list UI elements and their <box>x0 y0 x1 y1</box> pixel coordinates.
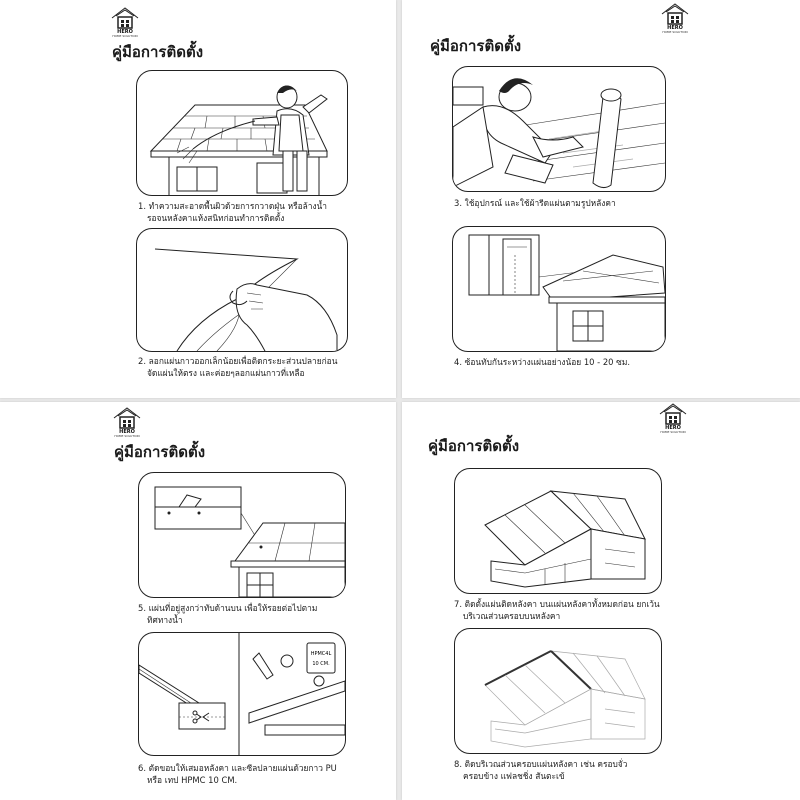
brand-tagline: HOME SOLUTION <box>112 34 138 38</box>
step-5-caption <box>138 602 317 626</box>
step-2-line-2: จัดแผ่นให้ตรง และค่อยๆลอกแผ่นกาวที่เหลือ <box>147 368 305 378</box>
brand-logo <box>110 6 140 40</box>
step-2-illustration <box>136 228 348 352</box>
brand-tagline: HOME SOLUTION <box>660 430 686 434</box>
step-8-illustration <box>454 628 662 754</box>
brand-name: HERO <box>665 425 681 431</box>
house-roof-icon <box>112 406 142 430</box>
step-8-line-2: ครอบข้าง แฟลชชิ่ง สันตะเข้ <box>463 771 565 781</box>
step-5-line-1: 5. แผ่นที่อยู่สูงกว่าทับด้านบน เพื่อให้รอยต่อไปตาม <box>138 603 318 613</box>
brand-name: HERO <box>119 429 135 435</box>
brand-logo <box>658 402 688 436</box>
brand-logo <box>660 2 690 36</box>
step-6-illustration <box>138 632 346 756</box>
tape-label-line-1: HPMC4L <box>310 651 332 657</box>
step-7-caption <box>454 598 660 622</box>
step-3-line-1: 3. ใช้อุปกรณ์ และใช้ผ้ารีดแผ่นตามรูปหลังคา <box>454 198 616 208</box>
step-6-line-2: หรือ เทป HPMC 10 CM. <box>147 775 238 785</box>
brand-name: HERO <box>667 25 683 31</box>
house-roof-icon <box>660 2 690 26</box>
step-4-line-1: 4. ซ้อนทับกันระหว่างแผ่นอย่างน้อย 10 - 20 ซม. <box>454 357 631 367</box>
step-2-caption <box>138 355 337 379</box>
page-title: คู่มือการติดตั้ง <box>428 437 520 455</box>
step-7-illustration <box>454 468 662 594</box>
step-7-line-2: บริเวณส่วนครอบบนหลังคา <box>463 611 561 621</box>
step-6-caption <box>138 762 337 786</box>
step-7-line-1: 7. ติดตั้งแผ่นติดหลังคา บนแผ่นหลังคาทั้งหมดก่อน ยกเว้น <box>454 599 660 609</box>
brand-name: HERO <box>117 29 133 35</box>
step-8-caption <box>454 758 627 782</box>
step-5-line-2: ทิศทางน้ำ <box>147 615 183 625</box>
step-5-illustration <box>138 472 346 598</box>
step-4-illustration <box>452 226 666 352</box>
tape-label-line-2: 10 CM. <box>312 661 330 667</box>
manual-page-1 <box>0 0 396 398</box>
step-1-caption <box>138 200 327 224</box>
step-1-line-2: รอจนหลังคาแห้งสนิทก่อนทำการติดตั้ง <box>147 213 285 223</box>
step-1-line-1: 1. ทำความสะอาดพื้นผิวด้วยการกวาดฝุ่น หรือล้างน้ำ <box>138 201 327 211</box>
step-6-line-1: 6. ตัดขอบให้เสมอหลังคา และซีลปลายแผ่นด้วยกาว PU <box>138 763 337 773</box>
page-title: คู่มือการติดตั้ง <box>430 37 522 55</box>
page-title: คู่มือการติดตั้ง <box>112 43 204 61</box>
manual-page-2 <box>402 0 800 398</box>
step-3-caption <box>454 197 616 209</box>
step-2-line-1: 2. ลอกแผ่นกาวออกเล็กน้อยเพื่อติดกระยะส่วนปลายก่อน <box>138 356 338 366</box>
page-title: คู่มือการติดตั้ง <box>114 443 206 461</box>
step-4-caption <box>454 356 630 368</box>
step-8-line-1: 8. ติดบริเวณส่วนครอบแผ่นหลังคา เช่น ครอบจั่ว <box>454 759 628 769</box>
house-roof-icon <box>110 6 140 30</box>
step-1-illustration <box>136 70 348 196</box>
manual-page-4 <box>402 402 800 800</box>
brand-tagline: HOME SOLUTION <box>114 434 140 438</box>
step-3-illustration <box>452 66 666 192</box>
manual-page-3 <box>0 402 396 800</box>
brand-tagline: HOME SOLUTION <box>662 30 688 34</box>
brand-logo <box>112 406 142 440</box>
house-roof-icon <box>658 402 688 426</box>
